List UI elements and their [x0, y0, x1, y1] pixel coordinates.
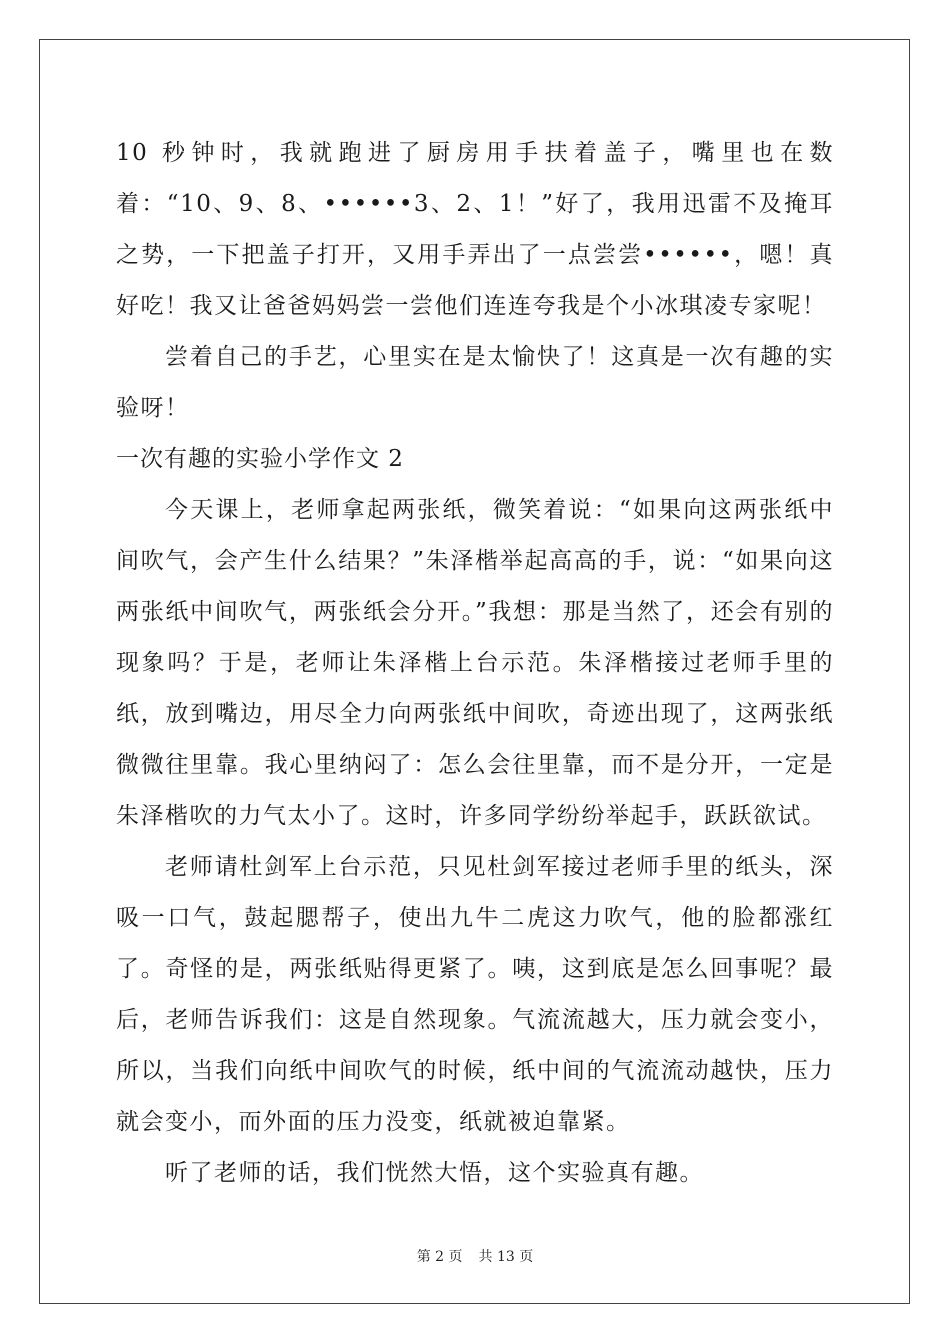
- section-heading: 一次有趣的实验小学作文 2: [116, 446, 404, 472]
- paragraph-2: 尝着自己的手艺，心里实在是太愉快了！这真是一次有趣的实验呀！: [116, 344, 834, 421]
- document-body: [116, 128, 834, 1199]
- paragraph-3: 今天课上，老师拿起两张纸，微笑着说：“如果向这两张纸中间吹气，会产生什么结果？”朱泽楷举起高高的手，说：“如果向这两张纸中间吹气，两张纸会分开。”我想：那是当然了，还会有别的现象吗？于是，老师让朱泽楷上台示范。朱泽楷接过老师手里的纸，放到嘴边，用尽全力向两张纸中间吹，奇迹出现了，这两张纸微微往里靠。我心里纳闷了：怎么会往里靠，而不是分开，一定是朱泽楷吹的力气太小了。这时，许多同学纷纷举起手，跃跃欲试。: [116, 497, 834, 829]
- page-footer: [0, 1247, 950, 1267]
- page-total: 共 13 页: [478, 1249, 534, 1265]
- page-number: 第 2 页: [416, 1249, 463, 1265]
- paragraph-4: 老师请杜剑军上台示范，只见杜剑军接过老师手里的纸头，深吸一口气，鼓起腮帮子，使出九牛二虎这力吹气，他的脸都涨红了。奇怪的是，两张纸贴得更紧了。咦，这到底是怎么回事呢？最后，老师告诉我们：这是自然现象。气流流越大，压力就会变小，所以，当我们向纸中间吹气的时候，纸中间的气流流动越快，压力就会变小，而外面的压力没变，纸就被迫靠紧。: [116, 854, 834, 1135]
- paragraph-1: 10 秒钟时，我就跑进了厨房用手扶着盖子，嘴里也在数着：“10、9、8、••••••3、2、1！”好了，我用迅雷不及掩耳之势，一下把盖子打开，又用手弄出了一点尝尝••••••，嗯！真好吃！我又让爸爸妈妈尝一尝他们连连夸我是个小冰琪凌专家呢！: [116, 140, 834, 319]
- paragraph-5: 听了老师的话，我们恍然大悟，这个实验真有趣。: [165, 1160, 704, 1186]
